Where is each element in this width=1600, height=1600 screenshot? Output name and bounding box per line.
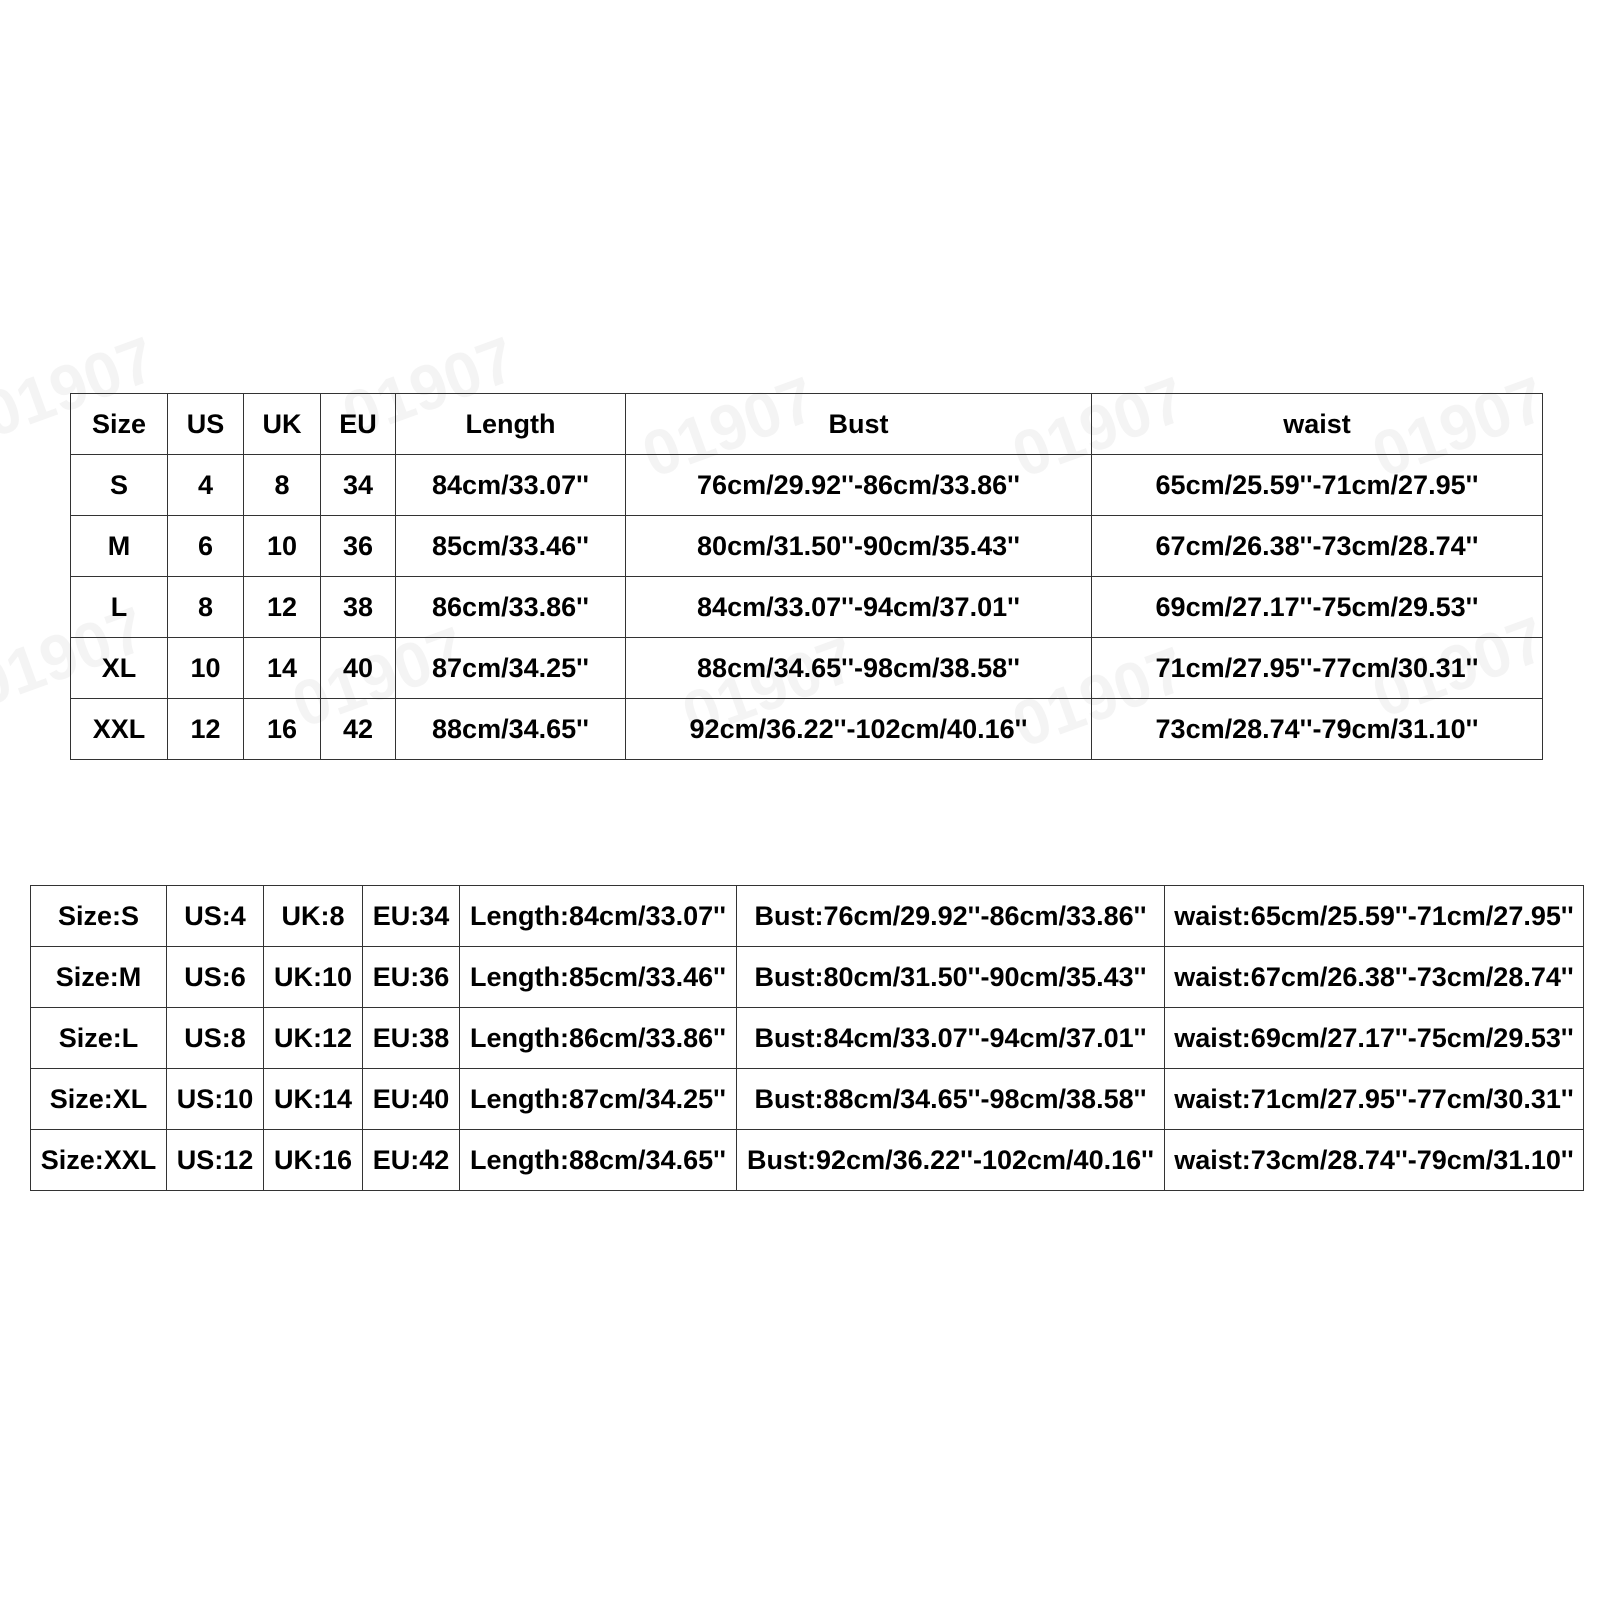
cell-length: 85cm/33.46'' (396, 516, 626, 577)
cell-length: 86cm/33.86'' (396, 577, 626, 638)
table-row (31, 886, 1584, 947)
cell-uk: UK:12 (264, 1008, 363, 1069)
cell-eu: 34 (321, 455, 396, 516)
table-row (71, 638, 1543, 699)
table-row (31, 1008, 1584, 1069)
cell-size: XXL (71, 699, 168, 760)
cell-uk: 12 (244, 577, 321, 638)
cell-length: Length:88cm/34.65'' (460, 1130, 737, 1191)
cell-waist: waist:73cm/28.74''-79cm/31.10'' (1165, 1130, 1584, 1191)
cell-us: US:6 (167, 947, 264, 1008)
cell-length: 88cm/34.65'' (396, 699, 626, 760)
cell-us: US:4 (167, 886, 264, 947)
cell-bust: Bust:88cm/34.65''-98cm/38.58'' (737, 1069, 1165, 1130)
cell-uk: UK:8 (264, 886, 363, 947)
cell-eu: EU:40 (363, 1069, 460, 1130)
table-header-row (71, 394, 1543, 455)
table-row (31, 1130, 1584, 1191)
table-row (71, 516, 1543, 577)
cell-bust: 88cm/34.65''-98cm/38.58'' (626, 638, 1092, 699)
cell-bust: 76cm/29.92''-86cm/33.86'' (626, 455, 1092, 516)
cell-uk: 10 (244, 516, 321, 577)
cell-length: Length:84cm/33.07'' (460, 886, 737, 947)
cell-waist: 71cm/27.95''-77cm/30.31'' (1092, 638, 1543, 699)
cell-waist: 69cm/27.17''-75cm/29.53'' (1092, 577, 1543, 638)
cell-size: XL (71, 638, 168, 699)
cell-size: Size:XL (31, 1069, 167, 1130)
cell-waist: 73cm/28.74''-79cm/31.10'' (1092, 699, 1543, 760)
cell-bust: Bust:76cm/29.92''-86cm/33.86'' (737, 886, 1165, 947)
table-row (31, 1069, 1584, 1130)
cell-us: 6 (168, 516, 244, 577)
cell-size: Size:M (31, 947, 167, 1008)
table-row (31, 947, 1584, 1008)
cell-eu: 36 (321, 516, 396, 577)
cell-us: 12 (168, 699, 244, 760)
cell-waist: waist:65cm/25.59''-71cm/27.95'' (1165, 886, 1584, 947)
cell-bust: Bust:80cm/31.50''-90cm/35.43'' (737, 947, 1165, 1008)
cell-bust: Bust:92cm/36.22''-102cm/40.16'' (737, 1130, 1165, 1191)
cell-bust: 80cm/31.50''-90cm/35.43'' (626, 516, 1092, 577)
cell-uk: UK:16 (264, 1130, 363, 1191)
cell-eu: 40 (321, 638, 396, 699)
cell-uk: 16 (244, 699, 321, 760)
cell-eu: 42 (321, 699, 396, 760)
cell-us: US:10 (167, 1069, 264, 1130)
header-eu: EU (321, 394, 396, 455)
cell-bust: 92cm/36.22''-102cm/40.16'' (626, 699, 1092, 760)
cell-length: 87cm/34.25'' (396, 638, 626, 699)
table-row (71, 577, 1543, 638)
header-length: Length (396, 394, 626, 455)
cell-length: 84cm/33.07'' (396, 455, 626, 516)
header-bust: Bust (626, 394, 1092, 455)
cell-waist: 65cm/25.59''-71cm/27.95'' (1092, 455, 1543, 516)
cell-size: S (71, 455, 168, 516)
cell-eu: EU:38 (363, 1008, 460, 1069)
size-chart-labeled-table (30, 885, 1584, 1191)
header-uk: UK (244, 394, 321, 455)
cell-eu: EU:36 (363, 947, 460, 1008)
cell-waist: waist:69cm/27.17''-75cm/29.53'' (1165, 1008, 1584, 1069)
cell-waist: waist:67cm/26.38''-73cm/28.74'' (1165, 947, 1584, 1008)
header-size: Size (71, 394, 168, 455)
cell-us: US:8 (167, 1008, 264, 1069)
cell-bust: 84cm/33.07''-94cm/37.01'' (626, 577, 1092, 638)
table-row (71, 455, 1543, 516)
cell-size: L (71, 577, 168, 638)
cell-size: Size:XXL (31, 1130, 167, 1191)
cell-uk: UK:10 (264, 947, 363, 1008)
cell-length: Length:85cm/33.46'' (460, 947, 737, 1008)
cell-eu: EU:34 (363, 886, 460, 947)
cell-uk: 14 (244, 638, 321, 699)
cell-size: Size:S (31, 886, 167, 947)
cell-eu: 38 (321, 577, 396, 638)
cell-length: Length:87cm/34.25'' (460, 1069, 737, 1130)
header-us: US (168, 394, 244, 455)
cell-us: 8 (168, 577, 244, 638)
size-chart-table (70, 393, 1543, 760)
cell-us: 10 (168, 638, 244, 699)
cell-size: M (71, 516, 168, 577)
cell-uk: UK:14 (264, 1069, 363, 1130)
cell-eu: EU:42 (363, 1130, 460, 1191)
cell-uk: 8 (244, 455, 321, 516)
cell-us: US:12 (167, 1130, 264, 1191)
cell-waist: waist:71cm/27.95''-77cm/30.31'' (1165, 1069, 1584, 1130)
cell-length: Length:86cm/33.86'' (460, 1008, 737, 1069)
cell-size: Size:L (31, 1008, 167, 1069)
cell-us: 4 (168, 455, 244, 516)
header-waist: waist (1092, 394, 1543, 455)
cell-waist: 67cm/26.38''-73cm/28.74'' (1092, 516, 1543, 577)
cell-bust: Bust:84cm/33.07''-94cm/37.01'' (737, 1008, 1165, 1069)
table-row (71, 699, 1543, 760)
